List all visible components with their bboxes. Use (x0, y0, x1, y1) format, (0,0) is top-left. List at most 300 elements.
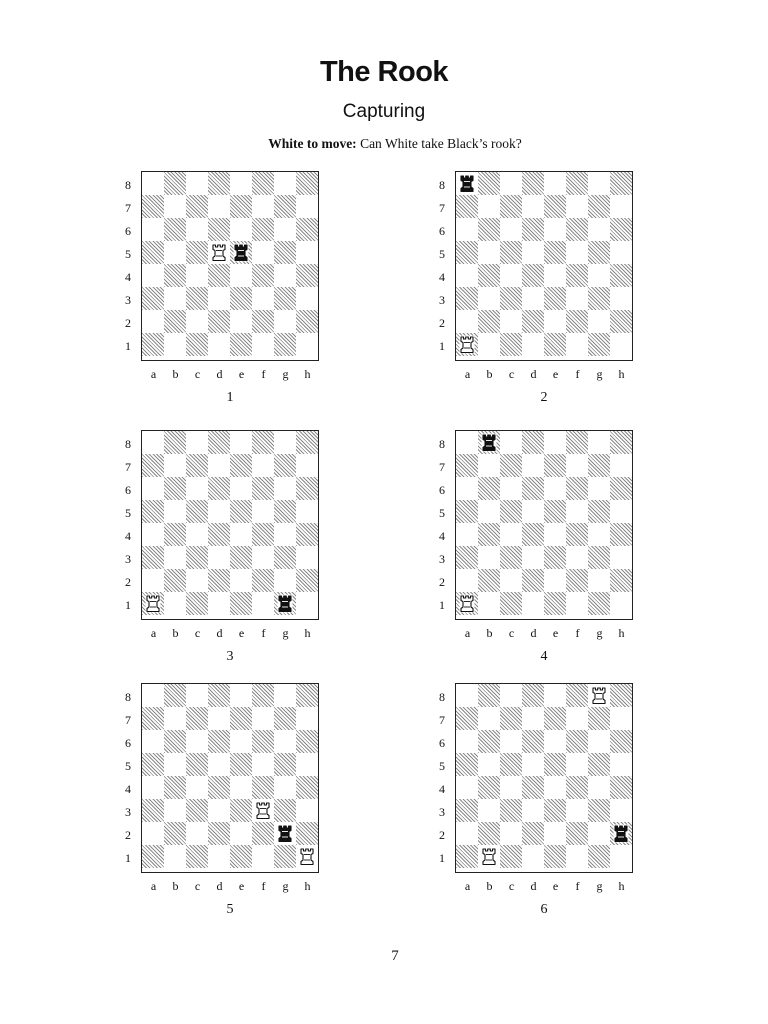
board-square-h6 (296, 218, 318, 241)
rank-label: 6 (125, 223, 131, 238)
board-square-h4 (296, 523, 318, 546)
rank-label: 6 (125, 735, 131, 750)
board-square-a7 (142, 195, 164, 218)
board-square-a3 (142, 287, 164, 310)
board-square-a4 (142, 523, 164, 546)
board-square-h6 (610, 477, 632, 500)
board-square-b8 (164, 431, 186, 454)
rank-label: 3 (125, 551, 131, 566)
file-label: a (464, 367, 471, 381)
board-square-g1 (274, 333, 296, 356)
board-square-h8 (610, 172, 632, 195)
black-rook-icon (456, 172, 478, 195)
board-square-d7 (208, 707, 230, 730)
board-square-d1 (208, 845, 230, 868)
board-square-e6 (544, 477, 566, 500)
board-square-e4 (544, 523, 566, 546)
board-square-g4 (274, 264, 296, 287)
board-square-c6 (186, 477, 208, 500)
rank-label: 8 (125, 689, 131, 704)
board-square-h3 (296, 287, 318, 310)
board-square-a7 (456, 195, 478, 218)
board-square-g4 (274, 776, 296, 799)
board-square-h8 (610, 431, 632, 454)
file-label: f (261, 626, 266, 640)
chess-diagram-4 (436, 430, 656, 670)
board-square-a4 (456, 776, 478, 799)
board-square-a4 (142, 264, 164, 287)
board-square-b6 (164, 218, 186, 241)
board-square-d3 (522, 799, 544, 822)
board-square-f8 (566, 431, 588, 454)
file-label: f (575, 367, 580, 381)
board-square-d7 (208, 454, 230, 477)
board-square-d4 (522, 264, 544, 287)
board-square-a6 (456, 477, 478, 500)
board-square-h7 (610, 454, 632, 477)
board-square-f2 (566, 822, 588, 845)
board-square-c4 (500, 264, 522, 287)
board-square-c4 (500, 523, 522, 546)
board-square-g1 (588, 333, 610, 356)
board-square-e1 (230, 592, 252, 615)
board-square-e1 (544, 592, 566, 615)
board-square-h4 (610, 264, 632, 287)
file-label: h (304, 879, 311, 893)
board-square-c5 (186, 241, 208, 264)
board-square-b6 (478, 730, 500, 753)
board-square-b4 (164, 523, 186, 546)
file-label: a (464, 879, 471, 893)
board-square-e6 (544, 218, 566, 241)
rank-label: 6 (439, 223, 445, 238)
board-square-h7 (296, 195, 318, 218)
board-square-b3 (478, 799, 500, 822)
board-square-g3 (274, 799, 296, 822)
board-square-a7 (142, 454, 164, 477)
page-title: The Rook (319, 56, 449, 88)
board-square-f6 (252, 730, 274, 753)
board-square-e7 (544, 454, 566, 477)
rank-label: 6 (439, 482, 445, 497)
board-square-d1 (522, 333, 544, 356)
board-square-f4 (566, 776, 588, 799)
board-square-c7 (186, 195, 208, 218)
rank-label: 3 (439, 804, 445, 819)
rank-label: 4 (125, 528, 131, 543)
board-square-g6 (274, 477, 296, 500)
board-square-a8 (142, 172, 164, 195)
board-square-c6 (186, 218, 208, 241)
board-square-d6 (208, 730, 230, 753)
board-square-a5 (456, 500, 478, 523)
board-square-h5 (296, 241, 318, 264)
board-square-h6 (296, 730, 318, 753)
chess-board (455, 683, 633, 873)
board-square-d1 (522, 845, 544, 868)
file-label: a (464, 626, 471, 640)
board-square-a5 (142, 500, 164, 523)
board-square-a6 (142, 730, 164, 753)
board-square-a8 (456, 684, 478, 707)
board-square-c2 (500, 822, 522, 845)
board-square-b7 (478, 195, 500, 218)
board-square-g2 (274, 569, 296, 592)
board-square-e3 (544, 799, 566, 822)
board-square-b7 (164, 707, 186, 730)
rank-label: 8 (125, 436, 131, 451)
board-square-f7 (252, 454, 274, 477)
board-square-b8 (478, 172, 500, 195)
board-square-c3 (500, 546, 522, 569)
rank-label: 2 (125, 827, 131, 842)
board-square-d4 (208, 264, 230, 287)
board-square-g5 (274, 241, 296, 264)
board-square-f4 (252, 264, 274, 287)
board-square-a5 (142, 753, 164, 776)
board-square-f5 (252, 241, 274, 264)
board-square-b5 (164, 500, 186, 523)
board-square-g4 (588, 523, 610, 546)
board-square-h1 (296, 592, 318, 615)
board-square-c8 (186, 684, 208, 707)
board-square-h2 (610, 569, 632, 592)
board-square-f2 (252, 310, 274, 333)
board-square-d7 (522, 707, 544, 730)
rank-label: 7 (125, 459, 131, 474)
file-label: e (552, 626, 559, 640)
board-square-f7 (566, 707, 588, 730)
rank-label: 8 (125, 177, 131, 192)
rank-label: 5 (125, 246, 131, 261)
board-square-g3 (588, 287, 610, 310)
board-square-f3 (566, 546, 588, 569)
board-square-f3 (252, 287, 274, 310)
board-square-e3 (544, 546, 566, 569)
rank-label: 1 (125, 338, 131, 353)
board-square-e3 (230, 287, 252, 310)
file-label: h (304, 626, 311, 640)
board-square-b8 (164, 684, 186, 707)
board-square-a2 (142, 310, 164, 333)
board-square-a1 (142, 845, 164, 868)
file-label: c (508, 367, 515, 381)
board-square-g5 (274, 753, 296, 776)
board-square-f8 (566, 684, 588, 707)
board-square-e7 (230, 707, 252, 730)
board-square-c6 (500, 477, 522, 500)
board-square-h3 (296, 799, 318, 822)
board-square-g8 (274, 431, 296, 454)
board-square-a6 (142, 477, 164, 500)
chess-diagram-6 (436, 683, 656, 923)
board-square-g2 (588, 310, 610, 333)
board-square-a3 (142, 799, 164, 822)
board-square-h2 (610, 310, 632, 333)
board-square-g5 (588, 241, 610, 264)
board-square-a1 (142, 333, 164, 356)
file-label: e (238, 367, 245, 381)
board-square-a5 (142, 241, 164, 264)
board-square-c3 (500, 799, 522, 822)
board-square-e2 (230, 310, 252, 333)
rank-label: 6 (125, 482, 131, 497)
board-square-e3 (230, 546, 252, 569)
board-square-b2 (478, 310, 500, 333)
board-square-e5 (544, 500, 566, 523)
white-rook-icon (296, 845, 318, 868)
board-square-b6 (478, 477, 500, 500)
board-square-c8 (186, 431, 208, 454)
board-square-a3 (456, 287, 478, 310)
board-square-b2 (164, 822, 186, 845)
file-label: f (575, 879, 580, 893)
board-square-h1 (610, 845, 632, 868)
file-label: g (596, 879, 603, 893)
rank-label: 7 (125, 712, 131, 727)
board-square-c5 (500, 753, 522, 776)
chess-board (455, 430, 633, 620)
board-square-f3 (252, 546, 274, 569)
diagram-number: 6 (540, 902, 548, 917)
board-square-d7 (522, 454, 544, 477)
board-square-d4 (522, 776, 544, 799)
file-label: b (172, 626, 179, 640)
page-subtitle: Capturing (342, 101, 426, 122)
rank-label: 2 (439, 315, 445, 330)
board-square-c6 (186, 730, 208, 753)
board-square-d8 (208, 172, 230, 195)
rank-label: 5 (439, 758, 445, 773)
board-square-d2 (208, 310, 230, 333)
board-square-c2 (186, 310, 208, 333)
board-square-b2 (164, 310, 186, 333)
board-square-g8 (588, 172, 610, 195)
board-square-b6 (478, 218, 500, 241)
board-square-f2 (252, 822, 274, 845)
board-square-h3 (610, 287, 632, 310)
file-label: h (618, 367, 625, 381)
board-square-b3 (164, 546, 186, 569)
board-square-e7 (544, 707, 566, 730)
board-square-g3 (588, 799, 610, 822)
board-square-d3 (522, 287, 544, 310)
board-square-g3 (588, 546, 610, 569)
board-square-a3 (456, 799, 478, 822)
board-square-b7 (164, 454, 186, 477)
board-square-c1 (500, 592, 522, 615)
board-square-f7 (252, 195, 274, 218)
board-square-f2 (566, 310, 588, 333)
file-label: b (172, 879, 179, 893)
board-square-f1 (566, 845, 588, 868)
board-square-d2 (522, 310, 544, 333)
board-square-a2 (456, 310, 478, 333)
file-label: g (282, 626, 289, 640)
board-square-a7 (456, 454, 478, 477)
board-square-c7 (186, 454, 208, 477)
board-square-h5 (296, 500, 318, 523)
board-square-e6 (544, 730, 566, 753)
board-square-d2 (208, 822, 230, 845)
board-square-f1 (566, 592, 588, 615)
board-square-c8 (500, 431, 522, 454)
board-square-d8 (522, 431, 544, 454)
board-square-a3 (456, 546, 478, 569)
chess-board (455, 171, 633, 361)
board-square-g7 (588, 195, 610, 218)
board-square-c1 (186, 592, 208, 615)
board-square-b4 (164, 264, 186, 287)
rank-label: 4 (439, 269, 445, 284)
board-square-d4 (522, 523, 544, 546)
board-square-a5 (456, 753, 478, 776)
board-square-e2 (230, 822, 252, 845)
rank-label: 4 (125, 781, 131, 796)
board-square-d5 (522, 500, 544, 523)
board-square-f4 (252, 523, 274, 546)
board-square-f5 (566, 500, 588, 523)
file-label: e (552, 367, 559, 381)
board-square-f6 (252, 218, 274, 241)
board-square-a7 (456, 707, 478, 730)
board-square-h2 (296, 822, 318, 845)
rank-label: 1 (125, 597, 131, 612)
board-square-c1 (186, 333, 208, 356)
black-rook-icon (274, 822, 296, 845)
board-square-b1 (164, 592, 186, 615)
board-square-c3 (186, 799, 208, 822)
board-square-b5 (164, 241, 186, 264)
board-square-b1 (478, 592, 500, 615)
board-square-f8 (252, 684, 274, 707)
board-square-c6 (500, 218, 522, 241)
rank-label: 2 (439, 827, 445, 842)
board-square-h6 (610, 730, 632, 753)
board-square-g2 (588, 822, 610, 845)
file-label: h (618, 626, 625, 640)
diagram-number: 1 (226, 390, 234, 405)
file-label: e (552, 879, 559, 893)
board-square-c3 (186, 546, 208, 569)
board-square-c5 (186, 753, 208, 776)
file-label: f (261, 367, 266, 381)
board-square-f6 (252, 477, 274, 500)
board-square-h8 (296, 172, 318, 195)
board-square-b8 (164, 172, 186, 195)
board-square-d5 (522, 241, 544, 264)
board-square-h7 (296, 707, 318, 730)
rank-label: 2 (125, 315, 131, 330)
board-square-h7 (296, 454, 318, 477)
diagram-number: 2 (540, 390, 548, 405)
file-label: d (530, 879, 537, 893)
board-square-e8 (230, 172, 252, 195)
file-label: b (486, 626, 493, 640)
white-rook-icon (456, 592, 478, 615)
board-square-b4 (478, 523, 500, 546)
chess-diagram-2 (436, 171, 656, 411)
board-square-e2 (544, 310, 566, 333)
black-rook-icon (610, 822, 632, 845)
board-square-d7 (208, 195, 230, 218)
board-square-h4 (296, 776, 318, 799)
board-square-a8 (456, 431, 478, 454)
board-square-g6 (274, 218, 296, 241)
board-square-c2 (186, 822, 208, 845)
board-square-b1 (164, 845, 186, 868)
chess-diagram-5 (122, 683, 342, 923)
board-square-h2 (296, 569, 318, 592)
board-square-e4 (230, 776, 252, 799)
rank-label: 5 (439, 505, 445, 520)
board-square-h3 (296, 546, 318, 569)
board-square-c7 (500, 707, 522, 730)
board-square-c8 (186, 172, 208, 195)
board-square-c2 (500, 310, 522, 333)
board-square-f7 (566, 454, 588, 477)
board-square-f5 (566, 753, 588, 776)
file-label: e (238, 879, 245, 893)
board-square-a6 (456, 730, 478, 753)
file-label: c (508, 626, 515, 640)
file-label: h (304, 367, 311, 381)
board-square-d4 (208, 776, 230, 799)
board-square-f1 (252, 333, 274, 356)
board-square-e7 (544, 195, 566, 218)
board-square-f2 (252, 569, 274, 592)
board-square-h4 (296, 264, 318, 287)
board-square-g4 (274, 523, 296, 546)
file-label: c (194, 367, 201, 381)
board-square-h1 (610, 333, 632, 356)
rank-label: 1 (439, 338, 445, 353)
board-square-a1 (456, 845, 478, 868)
board-square-b6 (164, 730, 186, 753)
black-rook-icon (230, 241, 252, 264)
board-square-e8 (544, 684, 566, 707)
chess-diagram-1 (122, 171, 342, 411)
board-square-b3 (164, 287, 186, 310)
rank-label: 3 (125, 292, 131, 307)
board-square-c3 (186, 287, 208, 310)
rank-label: 3 (439, 292, 445, 307)
board-square-e1 (230, 845, 252, 868)
chess-diagram-3 (122, 430, 342, 670)
board-square-d2 (522, 822, 544, 845)
board-square-h3 (610, 546, 632, 569)
board-square-b2 (478, 569, 500, 592)
board-square-b4 (164, 776, 186, 799)
board-square-f5 (252, 753, 274, 776)
board-square-d3 (522, 546, 544, 569)
board-square-g5 (274, 500, 296, 523)
board-square-h8 (296, 684, 318, 707)
board-square-f1 (566, 333, 588, 356)
board-square-c4 (186, 523, 208, 546)
rank-label: 1 (439, 850, 445, 865)
board-square-e2 (544, 569, 566, 592)
board-square-b5 (478, 753, 500, 776)
board-square-d6 (522, 477, 544, 500)
board-square-a2 (456, 569, 478, 592)
file-label: b (486, 879, 493, 893)
board-square-d6 (522, 730, 544, 753)
board-square-g3 (274, 546, 296, 569)
board-square-d8 (522, 172, 544, 195)
board-square-g7 (588, 454, 610, 477)
board-square-c4 (186, 776, 208, 799)
